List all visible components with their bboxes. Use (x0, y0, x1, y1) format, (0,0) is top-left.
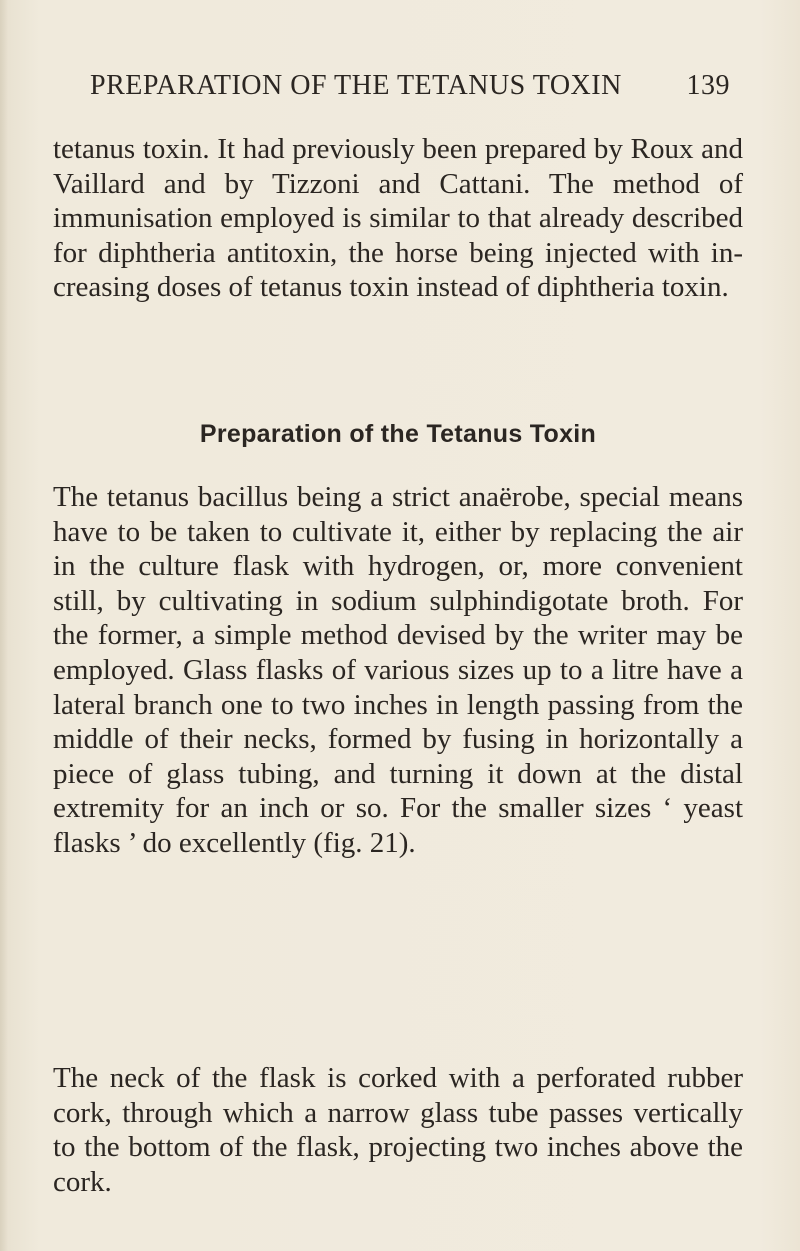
paragraph-intro-text: tetanus toxin. It had previously been prepared by Roux and Vaillard and by Tizzoni and Cattani. The method of immunisation employed is similar to that already described for diphtheria antitoxin, the horse being injected with increasing doses of tetanus toxin instead of diphtheria toxin. (53, 133, 743, 304)
page-number: 139 (686, 70, 730, 101)
section-heading: Preparation of the Tetanus Toxin (199, 420, 597, 448)
paragraph-cultivation (53, 480, 743, 861)
paragraph-intro (53, 132, 743, 305)
running-head (90, 70, 730, 110)
running-head-title: PREPARATION OF THE TETANUS TOXIN (90, 70, 622, 101)
paragraph-cork (53, 1032, 743, 1228)
paragraph-cultivation-text: The tetanus bacillus being a strict anaërobe, special means have to be taken to cultivate it, either by replacing the air in the culture flask with hydrogen, or, more convenient still, by cultivating in sodium sulphindigotate broth. For the former, a simple method devised by the writer may be employed. Glass flasks of various sizes up to a litre have a lateral branch one to two inches in length passing from the middle of their necks, formed by fusing in horizontally a piece of glass tubing, and turning it down at the distal extremity for an inch or so. For the smaller sizes ‘ yeast flasks ’ do excellently (fig. 21). (53, 481, 743, 859)
paragraph-cork-text: The neck of the flask is corked with a perforated rubber cork, through which a narrow glass tube passes vertically to the bottom of the flask, projecting two inches above the cork. (53, 1062, 743, 1198)
page-edge-shadow (0, 0, 8, 1251)
